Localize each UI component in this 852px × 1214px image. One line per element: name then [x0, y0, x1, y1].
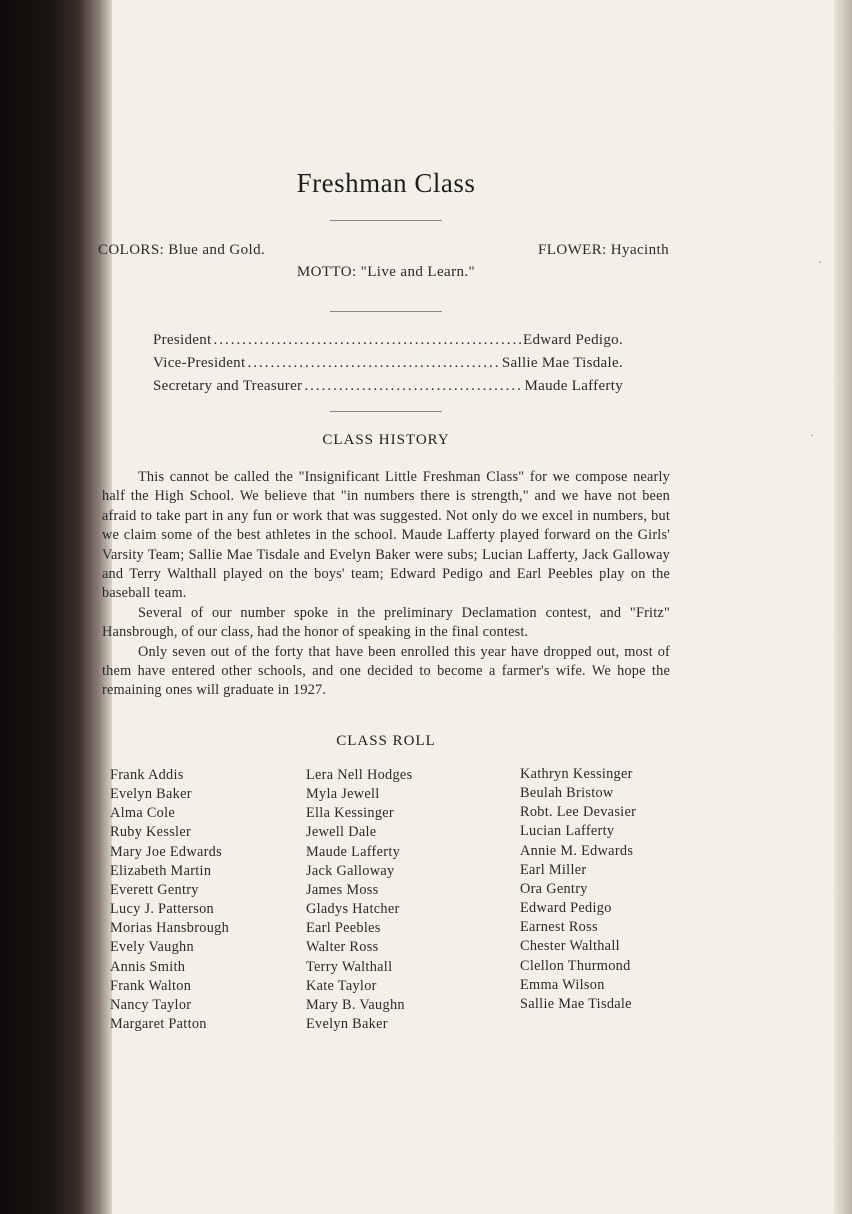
roll-name: Evely Vaughn	[110, 939, 194, 956]
roll-column	[110, 766, 229, 1034]
officer-row	[153, 355, 623, 378]
roll-column	[520, 765, 636, 1014]
leader-dots	[304, 378, 522, 395]
officer-row	[153, 378, 623, 401]
roll-heading: CLASS ROLL	[336, 733, 436, 749]
roll-column	[306, 766, 412, 1034]
roll-name: Kate Taylor	[306, 977, 377, 994]
roll-name: Annie M. Edwards	[520, 842, 634, 859]
roll-name: Edward Pedigo	[520, 900, 612, 917]
history-heading: CLASS HISTORY	[322, 432, 450, 448]
roll-name: Everett Gentry	[110, 881, 199, 898]
roll-name: Margaret Patton	[110, 1016, 207, 1033]
paper-speck: ·	[818, 255, 822, 269]
paper-speck: ·	[810, 428, 814, 442]
officer-role: Secretary and Treasurer	[153, 378, 303, 394]
officers-list	[153, 332, 623, 401]
roll-name: Sallie Mae Tisdale	[520, 995, 632, 1012]
officer-name: Maude Lafferty	[524, 378, 623, 394]
roll-name: Frank Addis	[110, 767, 184, 783]
officer-role: President	[153, 332, 212, 348]
roll-name: Ella Kessinger	[306, 805, 394, 822]
roll-name: Jack Galloway	[306, 862, 395, 879]
roll-name: Terry Walthall	[306, 958, 393, 975]
officer-name: Sallie Mae Tisdale.	[501, 355, 623, 371]
divider-rule	[330, 220, 442, 221]
roll-name: Mary Joe Edwards	[110, 843, 222, 860]
roll-name: Annis Smith	[110, 958, 186, 975]
history-paragraph: This cannot be called the "Insignificant Little Freshman Class" for we compose nearly half the High School. We believe that "in numbers there is strength," and we have not been afraid to take part in any fun or work that was suggested. Not only do we excel in numbers, but we claim some of the best athletes in the school. Maude Lafferty played forward on the Girls' Varsity Team; Sallie Mae Tisdale and Evelyn Baker were subs; Lucian Lafferty, Jack Galloway and Terry Walthall played on the boys' team; Edward Pedigo and Earl Peebles play on the baseball team.	[102, 469, 670, 602]
roll-name: Ruby Kessler	[110, 824, 192, 841]
divider-rule	[330, 311, 442, 312]
officer-role: Vice-President	[153, 355, 246, 371]
divider-rule	[330, 411, 442, 412]
roll-name: Lera Nell Hodges	[306, 767, 413, 783]
roll-name: Clellon Thurmond	[520, 957, 631, 974]
roll-name: Mary B. Vaughn	[306, 996, 405, 1013]
class-motto: MOTTO: "Live and Learn."	[296, 264, 476, 280]
leader-dots	[247, 355, 499, 372]
class-colors: COLORS: Blue and Gold.	[98, 242, 266, 258]
page-edge	[834, 0, 852, 1214]
roll-name: Jewell Dale	[306, 824, 377, 841]
roll-name: Ora Gentry	[520, 880, 588, 897]
roll-name: Chester Walthall	[520, 938, 620, 955]
roll-name: Emma Wilson	[520, 976, 605, 993]
roll-name: Evelyn Baker	[110, 786, 192, 803]
roll-name: Beulah Bristow	[520, 785, 614, 802]
class-history-text	[102, 468, 670, 701]
roll-name: Elizabeth Martin	[110, 862, 212, 879]
roll-name: James Moss	[306, 881, 379, 898]
roll-name: Lucian Lafferty	[520, 823, 615, 840]
class-flower: FLOWER: Hyacinth	[538, 242, 669, 258]
roll-name: Myla Jewell	[306, 786, 380, 803]
officer-row	[153, 332, 623, 355]
history-paragraph: Several of our number spoke in the preliminary Declamation contest, and "Fritz" Hansbrough, of our class, had the honor of speaking in the final contest.	[102, 604, 670, 641]
roll-name: Lucy J. Patterson	[110, 901, 214, 918]
roll-name: Alma Cole	[110, 805, 176, 822]
roll-name: Evelyn Baker	[306, 1016, 388, 1033]
roll-name: Earnest Ross	[520, 919, 598, 936]
roll-name: Morias Hansbrough	[110, 920, 230, 937]
page-title: Freshman Class	[296, 168, 476, 198]
roll-name: Earl Miller	[520, 861, 587, 878]
roll-name: Maude Lafferty	[306, 843, 401, 860]
roll-name: Walter Ross	[306, 939, 379, 956]
history-paragraph: Only seven out of the forty that have been enrolled this year have dropped out, most of them have entered other schools, and one decided to become a farmer's wife. We hope the remaining ones will graduate in 1927.	[102, 643, 670, 699]
leader-dots	[214, 332, 521, 349]
roll-name: Frank Walton	[110, 977, 192, 994]
roll-name: Kathryn Kessinger	[520, 766, 633, 782]
roll-name: Nancy Taylor	[110, 996, 192, 1013]
roll-name: Earl Peebles	[306, 920, 381, 937]
roll-name: Gladys Hatcher	[306, 901, 400, 918]
officer-name: Edward Pedigo.	[522, 332, 623, 348]
roll-name: Robt. Lee Devasier	[520, 804, 637, 821]
